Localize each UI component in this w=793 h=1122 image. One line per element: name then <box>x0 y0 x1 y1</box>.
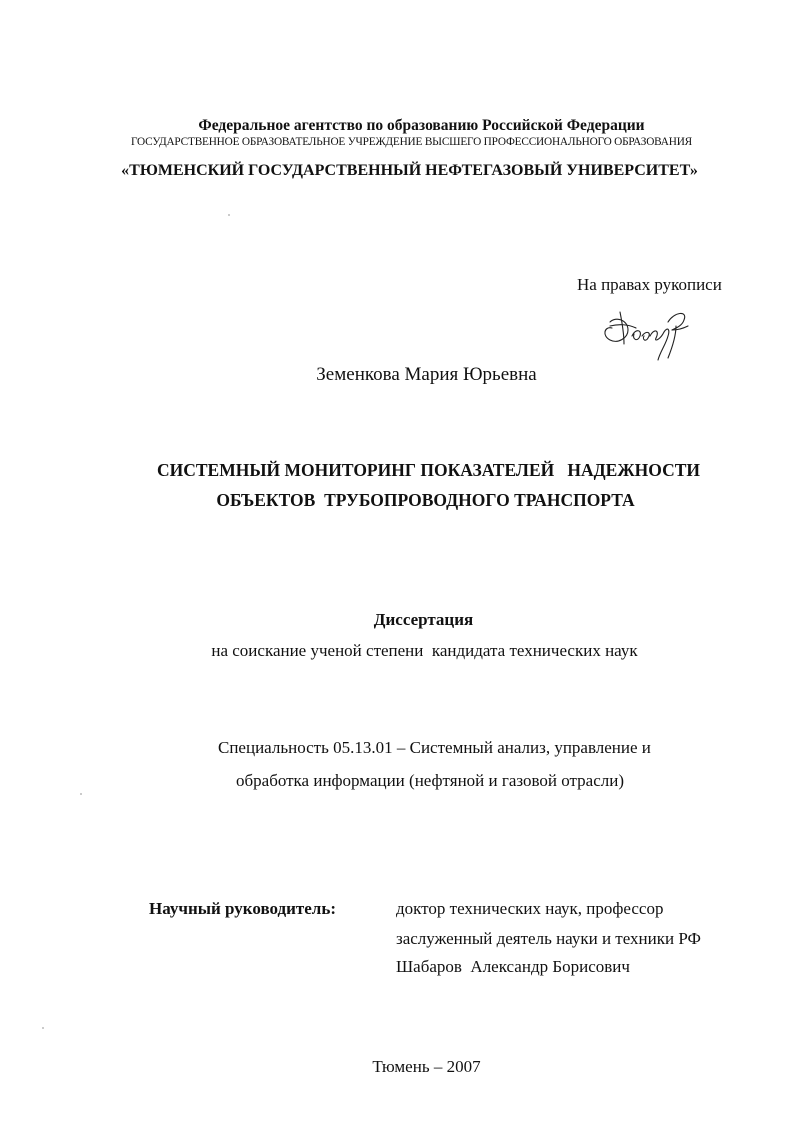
work-type: Диссертация <box>373 610 474 629</box>
supervisor-label <box>149 899 336 919</box>
supervisor-degree: доктор технических наук, профессор <box>396 899 664 918</box>
dissertation-title-line2: ОБЪЕКТОВ ТРУБОПРОВОДНОГО ТРАНСПОРТА <box>216 490 635 510</box>
specialty-line2: обработка информации (нефтяной и газовой отрасли) <box>236 771 625 790</box>
degree-line: на соискание ученой степени кандидата технических наук <box>211 641 638 660</box>
scan-speck <box>42 1027 44 1029</box>
supervisor-label-text: Научный руководитель: <box>149 899 336 918</box>
dissertation-title-line1: СИСТЕМНЫЙ МОНИТОРИНГ ПОКАЗАТЕЛЕЙ НАДЕЖНОСТИ <box>156 460 700 480</box>
signature-icon <box>598 302 698 364</box>
manuscript-note: На правах рукописи <box>577 275 722 294</box>
supervisor-name: Шабаров Александр Борисович <box>396 957 630 976</box>
specialty-line1: Специальность 05.13.01 – Системный анализ, управление и <box>218 738 651 757</box>
scan-speck <box>228 214 230 216</box>
scan-speck <box>80 793 82 795</box>
city-year: Тюмень – 2007 <box>372 1057 481 1076</box>
supervisor-title: заслуженный деятель науки и техники РФ <box>396 929 701 948</box>
university-name: «ТЮМЕНСКИЙ ГОСУДАРСТВЕННЫЙ НЕФТЕГАЗОВЫЙ УНИВЕРСИТЕТ» <box>121 162 698 179</box>
author-name: Земенкова Мария Юрьевна <box>316 364 537 385</box>
agency-name: Федеральное агентство по образованию Российской Федерации <box>198 117 645 134</box>
institution-name: ГОСУДАРСТВЕННОЕ ОБРАЗОВАТЕЛЬНОЕ УЧРЕЖДЕНИЕ ВЫСШЕГО ПРОФЕССИОНАЛЬНОГО ОБРАЗОВАНИЯ <box>130 136 692 148</box>
